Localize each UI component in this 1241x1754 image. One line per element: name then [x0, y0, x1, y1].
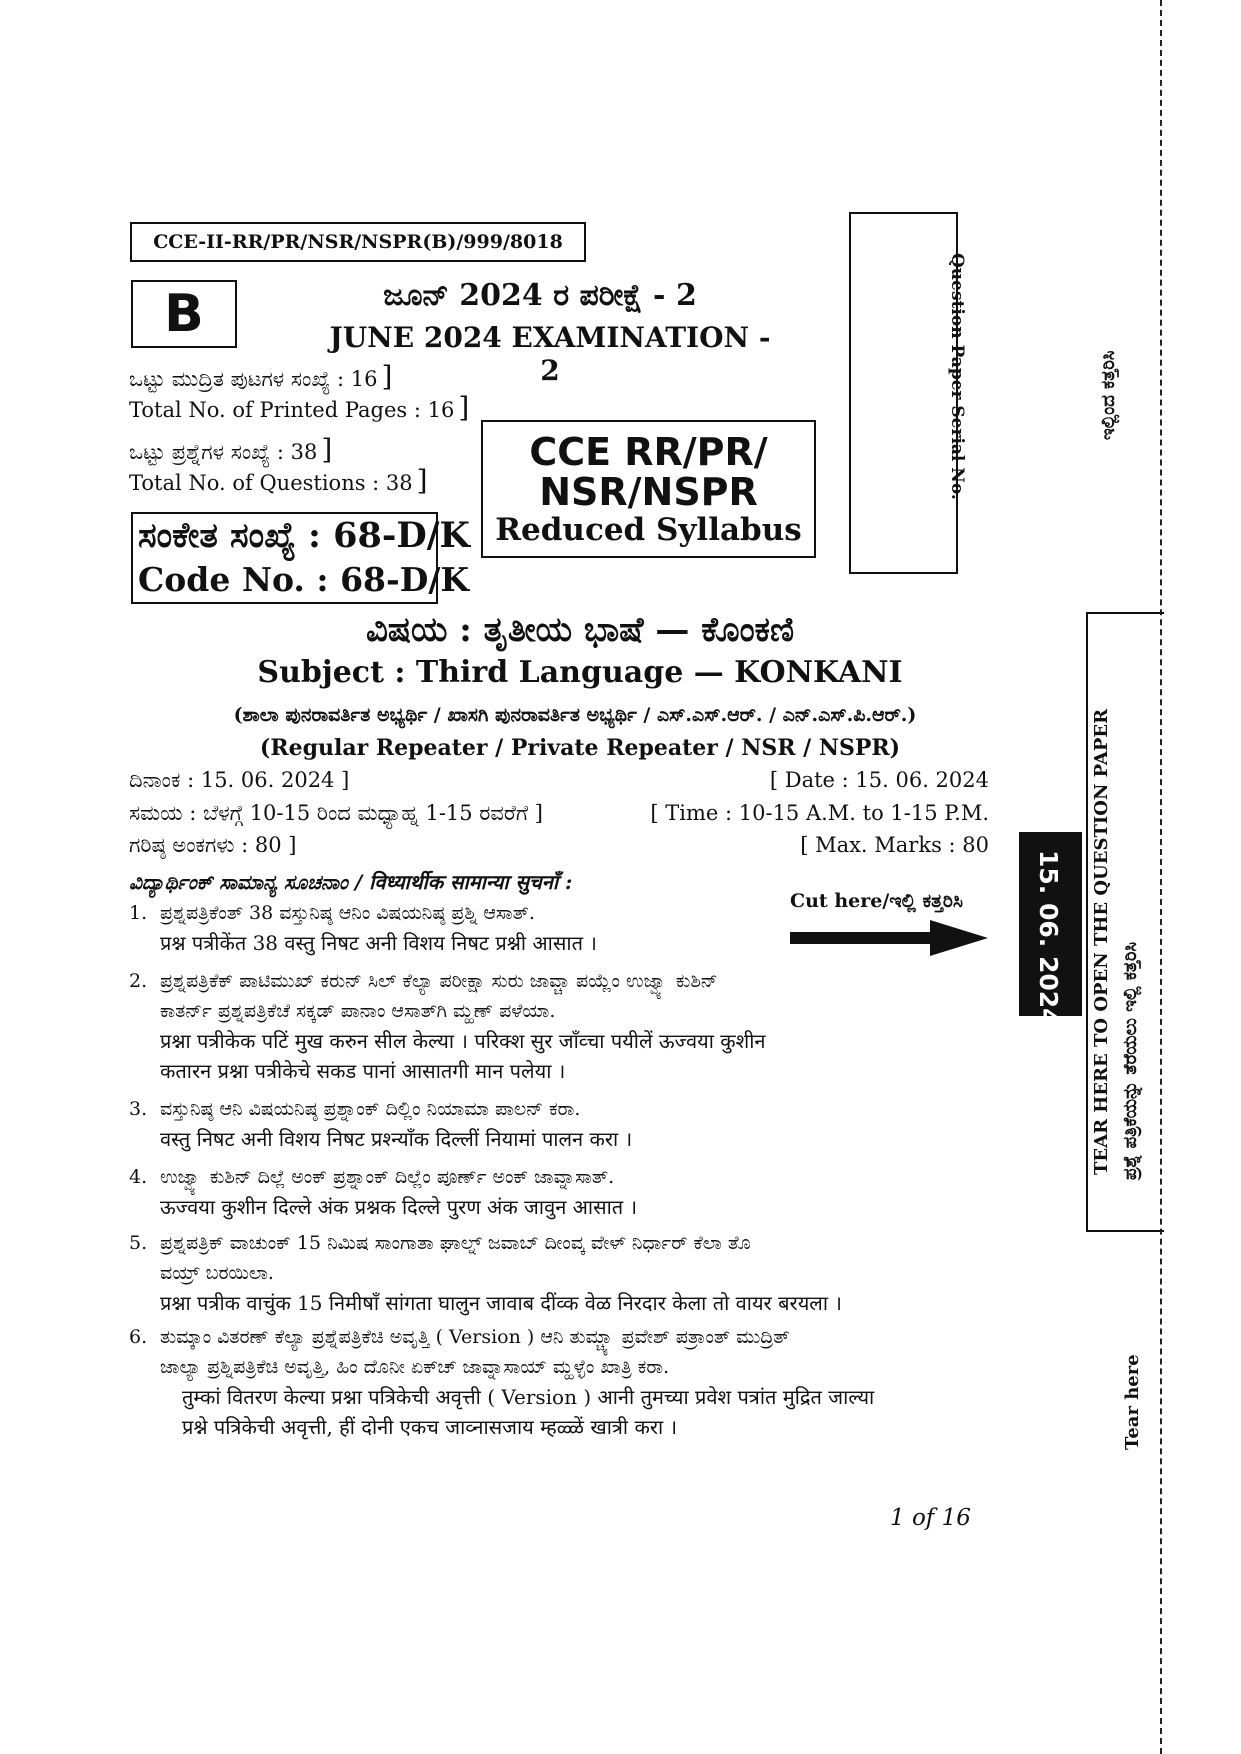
instruction-line: ಕಾತರ್ನ್ ಪ್ರಶ್ನಪತ್ರಿಕೆಚೆ ಸಕ್ಕಡ್ ಪಾನಾಂ ಆಸಾತ್‍ಗಿ ಮ್ಹಣ್ ಪಳೆಯಾ.	[160, 1000, 556, 1022]
instruction-line: वस्तु निषट अनी विशय निषट प्रश्न्याँक दिल्लीं नियामां पालन करा ।	[160, 1127, 633, 1151]
cce-box-line-2: NSR/NSPR	[539, 470, 758, 514]
cce-box-line-1: CCE RR/PR/	[529, 430, 768, 474]
tear-here-label[interactable]: Tear here	[1122, 1354, 1143, 1450]
instruction-item-2	[129, 966, 994, 1086]
date-english: [ Date : 15. 06. 2024	[769, 768, 989, 792]
instruction-number: 2.	[129, 970, 148, 992]
instruction-item-6	[129, 1322, 994, 1442]
instruction-line: तुम्कां वितरण केल्या प्रश्ना पत्रिकेची अवृत्ती ( Version ) आनी तुमच्या प्रवेश पत्रांत मुद्रित जाल्या	[182, 1385, 875, 1409]
instruction-line: ಪ್ರಶ್ನಪತ್ರಿಕೆಕ್ ಪಾಟಿಮುಖ್ ಕರುನ್ ಸಿಲ್ ಕೆಲ್ಯಾ ಪರೀಕ್ಷಾ ಸುರು ಜಾವ್ಚಾ ಪಯ್ಲೆಂ ಉಜ್ವ್ಯಾ ಕುಶಿನ್	[160, 970, 718, 992]
time-english: [ Time : 10-15 A.M. to 1-15 P.M.	[650, 801, 989, 825]
tear-instruction-english: TEAR HERE TO OPEN THE QUESTION PAPER	[1091, 708, 1112, 1175]
instruction-line: ಪ್ರಶ್ನಪತ್ರಿಕೆಂತ್ 38 ವಸ್ತುನಿಷ್ಠ ಆನಿಂ ವಿಷಯನಿಷ್ಠ ಪ್ರಶ್ನಿ ಆಸಾತ್.	[160, 902, 535, 924]
version-letter-box: B	[131, 280, 237, 348]
subject-kannada: ವಿಷಯ : ತೃತೀಯ ಭಾಷೆ — ಕೊಂಕಣಿ	[365, 610, 795, 650]
total-questions-english: Total No. of Questions : 38 ]	[129, 464, 428, 497]
time-kannada: ಸಮಯ : ಬೆಳಗ್ಗೆ 10-15 ರಿಂದ ಮಧ್ಯಾಹ್ನ 1-15 ರವರೆಗೆ ]	[129, 801, 543, 825]
instruction-number: 3.	[129, 1098, 148, 1120]
instruction-line: प्रश्ने पत्रिकेची अवृत्ती, हीं दोनी एकच जाव्नासजाय म्हळ्ळें खात्री करा ।	[182, 1415, 678, 1439]
instruction-line: ಪ್ರಶ್ನಪತ್ರಿಕ್ ವಾಚುಂಕ್ 15 ನಿಮಿಷ ಸಾಂಗಾತಾ ಘಾಲ್ನ್ ಜವಾಬ್ ದೀಂವ್ಕ ವೇಳ್ ನಿರ್ಧಾರ್ ಕೆಲಾ ತೊ	[160, 1232, 751, 1254]
instruction-line: ಜಾಲ್ಯಾ ಪ್ರಶ್ನಿಪತ್ರಿಕೆಚಿ ಅವೃತ್ತಿ, ಹಿಂ ದೊನೀ ಏಕ್‍ಚ್ ಜಾವ್ನಾಸಾಯ್ ಮ್ಹಳ್ಳೆಂ ಖಾತ್ರಿ ಕರಾ.	[160, 1356, 670, 1378]
exam-date-block: 15. 06. 2024	[1019, 832, 1082, 1016]
page-number: 1 of 16	[890, 1505, 971, 1531]
instruction-line: प्रश्न पत्रीकेंत 38 वस्तु निषट अनी विशय निषट प्रश्नी आसात ।	[160, 931, 597, 955]
marks-english: [ Max. Marks : 80	[800, 833, 989, 857]
exam-title-english: JUNE 2024 EXAMINATION - 2	[329, 321, 771, 387]
marks-kannada: ಗರಿಷ್ಠ ಅಂಕಗಳು : 80 ]	[129, 833, 297, 857]
total-questions-kannada: ಒಟ್ಟು ಪ್ರಶ್ನೆಗಳ ಸಂಖ್ಯೆ : 38 ]	[129, 433, 333, 466]
tear-instruction-kannada: ಪ್ರಶ್ನೆ ಪತ್ರಿಕೆಯನ್ನು ತೆರೆಯಲು ಇಲ್ಲಿ ಕತ್ತರಿಸಿ	[1120, 941, 1141, 1180]
cut-here-kannada-top: ಇಲ್ಲಿಂದ ಕತ್ತರಿಸಿ	[1098, 350, 1119, 440]
instruction-line: ವಯ್ರ್ ಬರಯಿಲಾ.	[160, 1262, 274, 1284]
instruction-item-3	[129, 1094, 994, 1154]
date-kannada: ದಿನಾಂಕ : 15. 06. 2024 ]	[129, 768, 350, 792]
serial-number-label: Question Paper Serial No.	[947, 253, 967, 500]
instruction-line: ಉಜ್ವ್ಯಾ ಕುಶಿನ್ ದಿಲ್ಲೆ ಅಂಕ್ ಪ್ರಶ್ನಾಂಕ್ ದಿಲ್ಲೆಂ ಪೂರ್ಣ್ ಅಂಕ್ ಜಾವ್ನಾಸಾತ್.	[160, 1166, 615, 1188]
subject-english: Subject : Third Language — KONKANI	[257, 655, 903, 690]
instruction-line: कतारन प्रश्ना पत्रीकेचे सकड पानां आसातगी मान पलेया ।	[160, 1059, 566, 1083]
instruction-number: 1.	[129, 902, 148, 924]
date-row	[129, 768, 989, 793]
marks-row	[129, 833, 989, 858]
instruction-item-5	[129, 1228, 994, 1318]
code-number-kannada: ಸಂಕೇತ ಸಂಖ್ಯೆ : 68-D/K	[138, 515, 470, 556]
instruction-line: ऊज्वया कुशीन दिल्ले अंक प्रश्नक दिल्ले पुरण अंक जावुन आसात ।	[160, 1195, 638, 1219]
instruction-number: 5.	[129, 1232, 148, 1254]
instruction-line: ತುಮ್ಕಾಂ ವಿತರಣ್ ಕೆಲ್ಯಾ ಪ್ರಶ್ನೆಪತ್ರಿಕೆಚಿ ಅವೃತ್ತಿ ( Version ) ಆನಿ ತುಮ್ಚ್ಯಾ ಪ್ರವೇಶ್ ಪತ್ರಾಂತ್ ಮುದ್ರಿತ್	[160, 1326, 790, 1348]
instruction-line: ವಸ್ತುನಿಷ್ಠ ಆನಿ ವಿಷಯನಿಷ್ಠ ಪ್ರಶ್ನಾಂಕ್ ದಿಲ್ಲಿಂ ನಿಯಾಮಾ ಪಾಲನ್ ಕರಾ.	[160, 1098, 581, 1120]
instructions-title: ವಿದ್ಯಾರ್ಥಿಂಕ್ ಸಾಮಾನ್ಯ ಸೂಚನಾಂ / विध्यार्थीक सामान्या सुचनाँ :	[129, 870, 573, 894]
instruction-line: प्रश्ना पत्रीकेक पटिं मुख करुन सील केल्या । परिक्श सुर जाँव्चा पयीलें ऊज्वया कुशीन	[160, 1029, 766, 1053]
instruction-line: प्रश्ना पत्रीक वाचुंक 15 निमीषाँ सांगता घालुन जावाब दींव्क वेळ निरदार केला तो वायर बरयला ।	[160, 1291, 842, 1315]
candidate-type-english: (Regular Repeater / Private Repeater / NSR / NSPR)	[259, 735, 901, 761]
cce-box-line-3: Reduced Syllabus	[495, 512, 802, 548]
instruction-item-1	[129, 898, 994, 958]
serial-number-box	[849, 212, 958, 574]
instruction-item-4	[129, 1162, 994, 1222]
exam-title-kannada: ಜೂನ್ 2024 ರ ಪರೀಕ್ಷೆ - 2	[383, 278, 697, 313]
time-row	[129, 801, 989, 826]
paper-code-reference: CCE-II-RR/PR/NSR/NSPR(B)/999/8018	[130, 222, 586, 262]
instruction-number: 4.	[129, 1166, 148, 1188]
printed-pages-kannada: ಒಟ್ಟು ಮುದ್ರಿತ ಪುಟಗಳ ಸಂಖ್ಯೆ : 16 ]	[129, 360, 393, 393]
instruction-number: 6.	[129, 1326, 148, 1348]
candidate-type-kannada: (ಶಾಲಾ ಪುನರಾವರ್ತಿತ ಅಭ್ಯರ್ಥಿ / ಖಾಸಗಿ ಪುನರಾವರ್ತಿತ ಅಭ್ಯರ್ಥಿ / ಎಸ್.ಎಸ್.ಆರ್. / ಎನ್.ಎಸ್.ಪಿ.ಆರ್.)	[233, 704, 917, 726]
code-number-english: Code No. : 68-D/K	[138, 560, 470, 599]
cut-here-label: Cut here/ಇಲ್ಲಿ ಕತ್ತರಿಸಿ	[790, 890, 963, 912]
printed-pages-english: Total No. of Printed Pages : 16 ]	[129, 391, 470, 424]
